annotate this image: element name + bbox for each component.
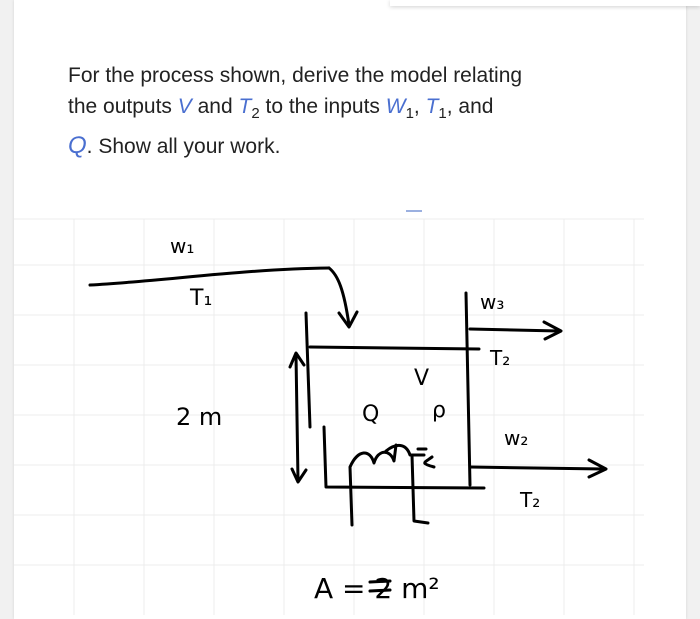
var-v: V: [177, 95, 192, 118]
label-height: 2 m: [176, 403, 223, 431]
var-w1-sub: 1: [405, 105, 414, 122]
text-inputs: to the inputs: [259, 95, 386, 118]
label-density: ρ: [432, 398, 446, 423]
question-line-1: For the process shown, derive the model relating: [68, 64, 523, 87]
tank-bottom: [324, 427, 484, 488]
label-t2-bottom: T₂: [520, 488, 541, 512]
label-area: A = 2 m²: [314, 572, 440, 605]
top-tab-bar: [390, 0, 700, 6]
tank-left-wall-upper: [306, 313, 310, 427]
question-line-3: [68, 130, 628, 162]
var-t2: T: [238, 95, 252, 118]
question-text: [68, 60, 628, 162]
heater-coil-sketch: [350, 445, 434, 525]
tank-sketch: [14, 205, 686, 619]
label-t1: T₁: [190, 286, 213, 311]
liquid-level-line: [310, 347, 479, 349]
text-show-work: . Show all your work.: [86, 135, 281, 158]
label-w1: w₁: [170, 234, 195, 258]
tank-right-wall: [466, 293, 470, 485]
text-comma: ,: [413, 95, 426, 118]
bottom-outlet-line: [470, 467, 604, 469]
text-and: and: [191, 95, 239, 118]
text-outputs: the outputs: [68, 95, 178, 118]
label-w2: w₂: [504, 426, 529, 450]
graph-paper-grid: [14, 219, 644, 615]
label-volume: V: [414, 366, 430, 391]
label-w3: w₃: [480, 290, 505, 314]
inlet-flow-line: [329, 268, 349, 325]
label-heat: Q: [362, 402, 380, 427]
inlet-pipe-line: [90, 268, 329, 285]
var-t1-sub: 1: [438, 105, 447, 122]
var-t1: T: [425, 95, 439, 118]
top-outlet-line: [470, 329, 559, 331]
var-t2-sub: 2: [251, 105, 260, 122]
var-w1: W: [385, 95, 406, 118]
label-t2-top: T₂: [490, 346, 511, 370]
question-line-2: [68, 91, 628, 124]
text-and-end: , and: [446, 95, 494, 118]
var-q: Q: [68, 132, 87, 159]
height-dimension-line: [296, 355, 298, 480]
